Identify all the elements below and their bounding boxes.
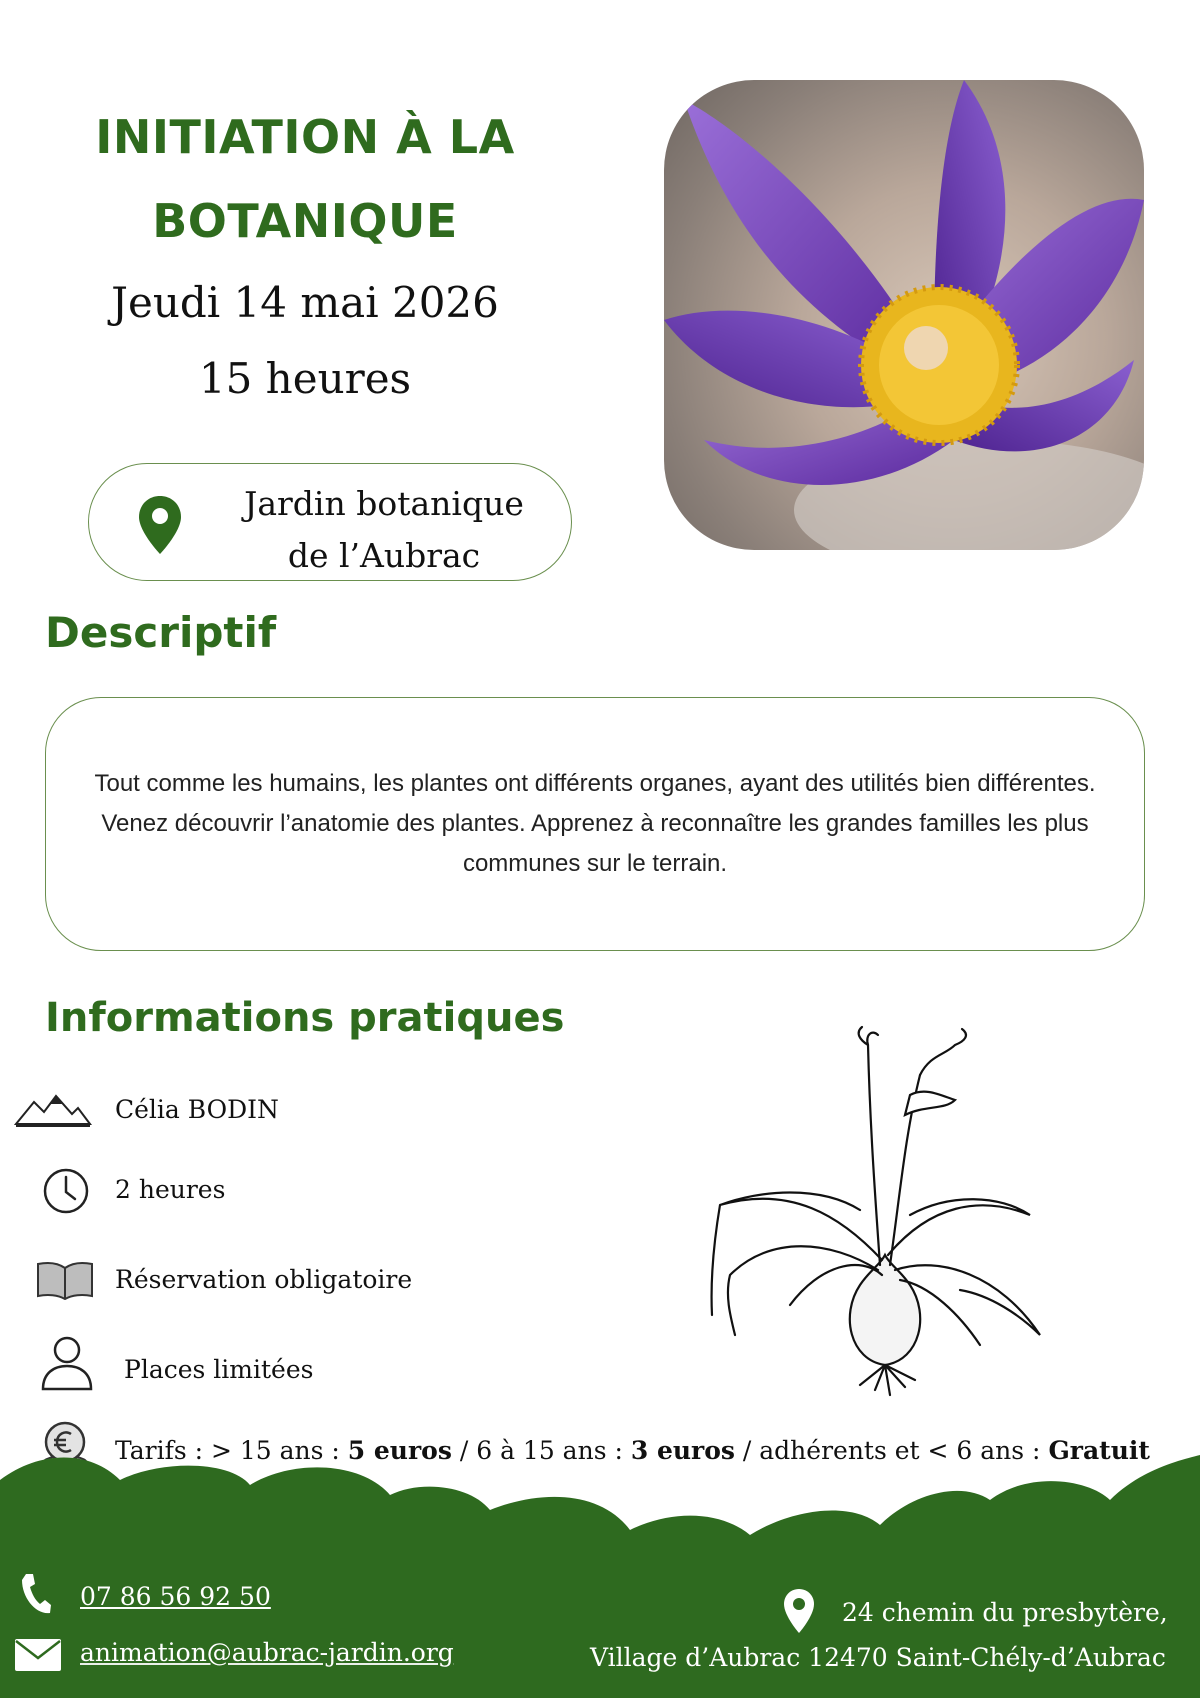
flower-illustration: [664, 80, 1144, 550]
description-text: Tout comme les humains, les plantes ont différents organes, ayant des utilités bien différentes. Venez découvrir l’anatomie des plantes. Apprenez à reconnaître les grandes familles les plus communes sur le terrain.: [94, 770, 1096, 877]
envelope-icon: [14, 1638, 62, 1672]
duration: 2 heures: [115, 1175, 226, 1204]
places-note: Places limitées: [124, 1355, 314, 1384]
location-line-1: Jardin botanique: [244, 484, 524, 523]
section-heading-informations: Informations pratiques: [45, 995, 565, 1041]
location-line-2: de l’Aubrac: [287, 536, 481, 575]
open-book-icon: [36, 1260, 94, 1300]
person-icon: [40, 1335, 94, 1391]
reservation-note: Réservation obligatoire: [115, 1265, 413, 1294]
event-date: Jeudi 14 mai 2026: [111, 278, 499, 327]
guide-name: Célia BODIN: [115, 1095, 279, 1124]
tarifs-mid-1: / 6 à 15 ans :: [451, 1436, 631, 1465]
location-name: [219, 478, 549, 582]
pasque-flower-photo: [664, 80, 1144, 550]
price-child: 3 euros: [630, 1436, 735, 1465]
price-free: Gratuit: [1048, 1436, 1150, 1465]
plant-sketch: [700, 1015, 1070, 1405]
price-adult: 5 euros: [347, 1436, 452, 1465]
event-title: INITIATION À LA BOTANIQUE: [95, 110, 515, 248]
section-heading-descriptif: Descriptif: [45, 608, 277, 657]
location-pill: [88, 463, 572, 581]
phone-icon: [20, 1572, 52, 1616]
tarifs-prefix: Tarifs : > 15 ans :: [115, 1436, 348, 1465]
description-box: [45, 697, 1145, 951]
map-pin-icon: [137, 494, 183, 556]
address-line-2: Village d’Aubrac 12470 Saint-Chély-d’Aubrac: [590, 1643, 1166, 1672]
address-pin-icon: [783, 1588, 815, 1634]
email-link[interactable]: animation@aubrac-jardin.org: [80, 1638, 454, 1667]
mountains-icon: [14, 1092, 92, 1128]
clock-icon: [42, 1167, 90, 1215]
address-line-1: 24 chemin du presbytère,: [842, 1598, 1168, 1627]
tarifs-mid-2: / adhérents et < 6 ans :: [734, 1436, 1049, 1465]
event-time: 15 heures: [198, 354, 412, 403]
phone-link[interactable]: 07 86 56 92 50: [80, 1582, 271, 1611]
